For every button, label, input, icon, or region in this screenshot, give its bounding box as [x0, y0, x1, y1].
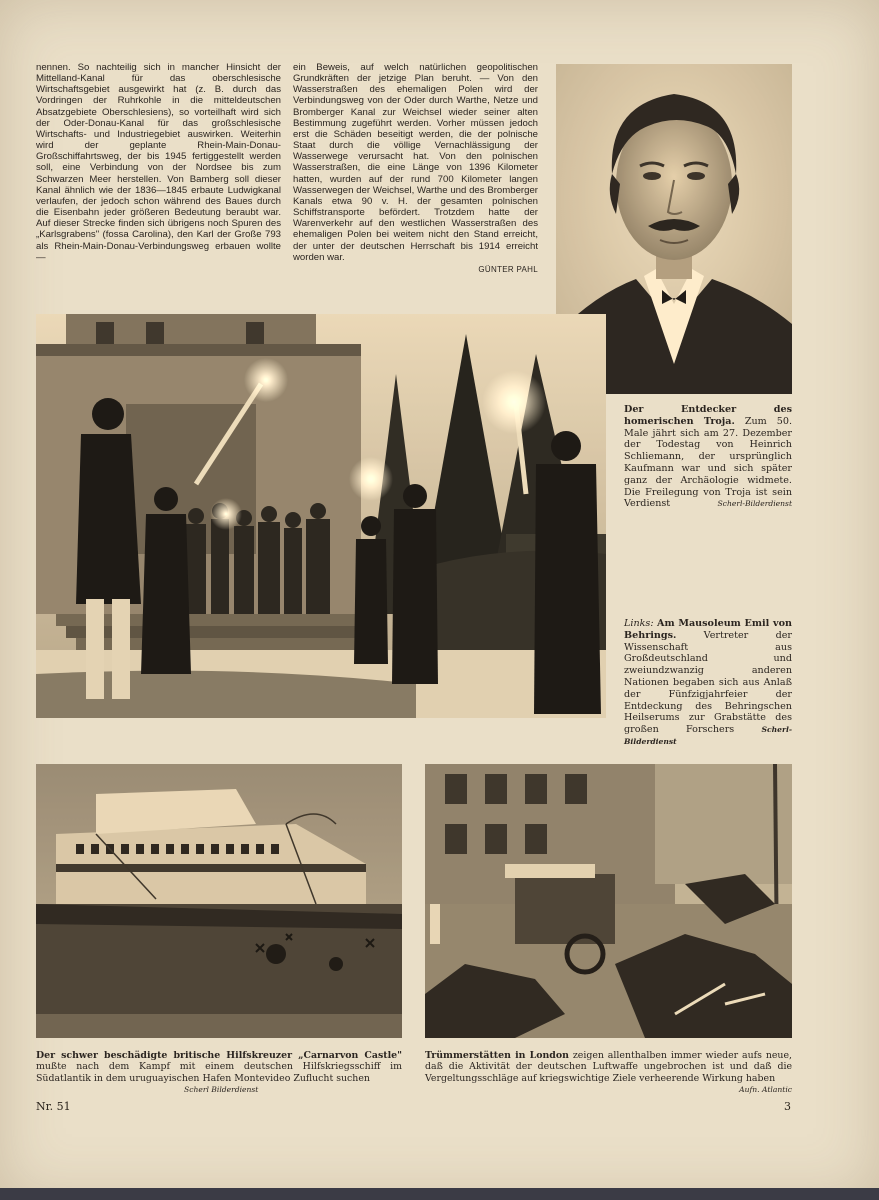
ship-caption-title: Der schwer beschädigte britische Hilfskreuzer „Carnarvon Castle": [36, 1050, 402, 1061]
schliemann-caption-credit: Scherl-Bilderdienst: [717, 499, 792, 509]
schliemann-caption-title: Der Entdecker des homerischen Troja.: [624, 404, 792, 427]
article-column-1-text: nennen. So nachteilig sich in mancher Hinsicht der Mittelland-Kanal für das oberschlesische Wirtschaftsgebiet ausgewirkt hat (z. B. durch das Vordringen der Ruhrkohle in die mitteldeutschen Absatzgebiete Oberschlesiens), so vorteilhaft wird sich der Oder-Donau-Kanal für das großschlesische Wirtschafts- und Industriegebiet auswirken. Weiterhin wird der geplante Rhein-Main-Donau-Großschiffahrtsweg, der bis 1945 fertiggestellt werden soll, eine Verbindung von der Nordsee bis zum Schwarzen Meer herstellen. Von Bamberg soll dieser Kanal ähnlich wie der 1836—1845 erbaute Ludwigkanal verlaufen, der jedoch schon während des Baues durch die Eisenbahn jeder größeren Bedeutung beraubt war. Auf dieser Strecke finden sich übrigens noch Spuren des „Karlsgrabens" (fossa Carolina), den Karl der Große 793 als Rhein-Main-Donau-Verbindungsweg erbauen wollte —: [36, 62, 281, 263]
page-number: 3: [784, 1100, 791, 1113]
mausoleum-caption-credit: Scherl-Bilderdienst: [624, 725, 792, 746]
scan-edge: [0, 1188, 879, 1200]
london-caption-title: Trümmerstätten in London: [425, 1050, 569, 1061]
issue-number: Nr. 51: [36, 1100, 71, 1113]
mausoleum-caption: [624, 618, 792, 748]
ship-caption-text: mußte nach dem Kampf mit einem deutschen Hilfskriegsschiff im Südatlantik in dem uruguayischen Hafen Montevideo Zuflucht suchen: [36, 1061, 402, 1084]
article-column-2-text: ein Beweis, auf welch natürlichen geopolitischen Grundkräften der jetzige Plan beruht. — Von den Wasserstraßen des ehemaligen Polen wird der Verbindungsweg von der Oder durch Warthe, Netze und Bromberger Kanal zur Weichsel wieder seiner alten Bestimmung zugeführt werden. Vorher müssen jedoch erst die Schäden beseitigt werden, die der polnische Staat durch die völlige Vernachlässigung der Wasserwege verursacht hat. Von den polnischen Wasserstraßen, die eine Länge von 1396 Kilometer hatten, wurden auf der rund 700 Kilometer langen Wasserwegen der Weichsel, Warthe und des Bromberger Kanals etwa 90 v. H. der gesamten polnischen Schiffstransporte befördert. Trotzdem hatte der Warenverkehr auf den westlichen Wasserstraßen des ehemaligen Polen bei weitem nicht den Stand erreicht, der unter der deutschen Herrschaft bis 1914 erreicht worden war.: [293, 62, 538, 263]
mausoleum-caption-title: Am Mausoleum Emil von Behrings.: [624, 618, 792, 641]
london-caption-text: zeigen allenthalben immer wieder aufs neue, daß die Aktivität der deutschen Luftwaffe ungebrochen ist und daß die Vergeltungsschläge auf kriegswichtige Ziele verheerende Wirkung haben: [425, 1050, 792, 1084]
mausoleum-ceremony-photo: [36, 314, 606, 718]
article-author: GÜNTER PAHL: [478, 264, 538, 274]
schliemann-caption: [624, 404, 792, 510]
london-caption-credit: Aufn. Atlantic: [739, 1085, 792, 1095]
london-caption: [425, 1050, 792, 1096]
article-column-1: [36, 62, 281, 263]
article-column-2: [293, 62, 538, 275]
ship-caption: [36, 1050, 402, 1096]
london-rubble-photo: [425, 764, 792, 1038]
mausoleum-caption-lead: Links:: [624, 618, 654, 629]
schliemann-caption-text: Zum 50. Male jährt sich am 27. Dezember der Todestag von Heinrich Schliemann, der ursprünglich Kaufmann war und sich später ganz der Archäologie widmete. Die Freilegung von Troja ist sein Verdienst: [624, 415, 792, 510]
carnarvon-castle-ship-photo: [36, 764, 402, 1038]
mausoleum-caption-text: Vertreter der Wissenschaft aus Großdeutschland und zweiundzwanzig anderen Nationen begaben sich aus Anlaß der Fünfzigjahrfeier der Entdeckung des Behringschen Heilserums zur Grabstätte des großen Forschers: [624, 629, 792, 736]
ship-caption-credit: Scherl Bilderdienst: [184, 1085, 259, 1095]
